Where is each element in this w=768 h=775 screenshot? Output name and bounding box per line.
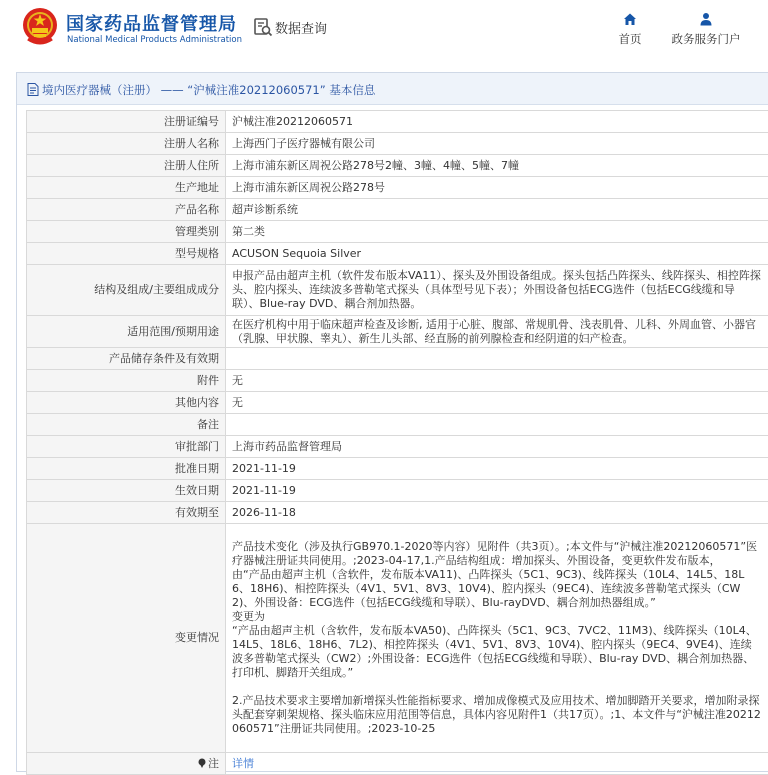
table-row — [27, 155, 768, 177]
registration-info-table — [26, 110, 768, 775]
field-label: 生效日期 — [27, 480, 226, 502]
table-row — [27, 458, 768, 480]
field-value: 上海市浦东新区周祝公路278号2幢、3幢、4幢、5幢、7幢 — [226, 155, 768, 177]
field-value: 产品技术变化（涉及执行GB970.1-2020等内容）见附件（共3页）。;本文件与“沪械注准20212060571”医疗器械注册证共同使用。;2023-04-17,1.产品结构组成：增加探头、外围设备，变更软件发布版本， 由“产品由超声主机（含软件，发布版本VA11)、凸阵探头（5C1、9C3)、线阵探头（10L4、14L5、18L6、18H6)、相控阵探头（4V1、5V1、8V3、10V4)、腔内探头（9EC4)、连续波多普勒笔式探头（CW2)、外围设备：ECG选件（包括ECG线缆和导联）、Blu-rayDVD、耦合剂加热器组成。” 变更为 “产品由超声主机（含软件，发布版本VA50)、凸阵探头（5C1、9C3、7VC2、11M3)、线阵探头（10L4、14L5、18L6、18H6、7L2)、相控阵探头（4V1、5V1、8V3、10V4)、腔内探头（9EC4、9VE4)、连续波多普勒笔式探头（CW2）;外围设备：ECG选件（包括ECG线缆和导联）、Blu-ray DVD、耦合剂加热器、打印机、脚踏开关组成。” 2.产品技术要求主要增加新增探头性能指标要求、增加成像模式及应用技术、增加脚踏开关要求，增加附录探头配套穿刺架规格、探头临床应用范围等信息，具体内容见附件1（共17页）。;1、本文件与“沪械注准20212060571”注册证共同使用。;2023-10-25 — [226, 524, 768, 753]
table-row — [27, 111, 768, 133]
field-value: 2026-11-18 — [226, 502, 768, 524]
field-value — [226, 348, 768, 370]
national-emblem-icon — [22, 7, 58, 45]
table-row — [27, 316, 768, 348]
field-value: 上海西门子医疗器械有限公司 — [226, 133, 768, 155]
field-value: 沪械注准20212060571 — [226, 111, 768, 133]
table-row — [27, 392, 768, 414]
detail-cell — [226, 753, 768, 775]
home-icon — [623, 12, 637, 26]
panel-header — [17, 73, 768, 105]
field-value: 上海市药品监督管理局 — [226, 436, 768, 458]
note-label-cell — [27, 753, 226, 775]
table-row — [27, 436, 768, 458]
field-label: 结构及组成/主要组成成分 — [27, 265, 226, 316]
field-value — [226, 414, 768, 436]
table-row — [27, 243, 768, 265]
field-label: 管理类别 — [27, 221, 226, 243]
brand-title: 国家药品监督管理局 — [66, 10, 237, 36]
table-row — [27, 753, 768, 775]
nav-home[interactable] — [612, 12, 648, 47]
field-label: 审批部门 — [27, 436, 226, 458]
field-label: 注册证编号 — [27, 111, 226, 133]
field-label: 其他内容 — [27, 392, 226, 414]
field-label: 变更情况 — [27, 524, 226, 753]
table-row — [27, 199, 768, 221]
field-value: 申报产品由超声主机（软件发布版本VA11）、探头及外围设备组成。探头包括凸阵探头、线阵探头、相控阵探头、腔内探头、连续波多普勒笔式探头（具体型号见下表）；外围设备包括ECG选件（包括ECG线缆和导联）、Blue-ray DVD、耦合剂加热器。 — [226, 265, 768, 316]
field-value: ACUSON Sequoia Silver — [226, 243, 768, 265]
nav-home-label: 首页 — [612, 31, 648, 47]
field-label: 注册人住所 — [27, 155, 226, 177]
table-row — [27, 370, 768, 392]
field-label: 附件 — [27, 370, 226, 392]
field-label: 适用范围/预期用途 — [27, 316, 226, 348]
user-icon — [699, 12, 713, 26]
data-query-icon — [253, 17, 273, 37]
field-value: 2021-11-19 — [226, 480, 768, 502]
site-header — [0, 0, 768, 62]
field-label: 产品储存条件及有效期 — [27, 348, 226, 370]
pin-icon — [197, 758, 207, 768]
detail-panel — [16, 72, 768, 772]
field-value: 无 — [226, 370, 768, 392]
field-value: 2021-11-19 — [226, 458, 768, 480]
data-query-label[interactable]: 数据查询 — [275, 18, 327, 37]
table-row — [27, 502, 768, 524]
field-value: 超声诊断系统 — [226, 199, 768, 221]
table-row — [27, 265, 768, 316]
table-row — [27, 221, 768, 243]
field-label: 生产地址 — [27, 177, 226, 199]
field-label: 型号规格 — [27, 243, 226, 265]
field-label: 有效期至 — [27, 502, 226, 524]
table-row — [27, 524, 768, 753]
brand-subtitle: National Medical Products Administration — [67, 35, 242, 45]
panel-title: 境内医疗器械（注册） —— “沪械注准20212060571” 基本信息 — [42, 82, 375, 98]
table-row — [27, 414, 768, 436]
table-row — [27, 480, 768, 502]
note-label: 注 — [208, 757, 219, 770]
field-label: 产品名称 — [27, 199, 226, 221]
field-label: 批准日期 — [27, 458, 226, 480]
document-icon — [27, 83, 39, 96]
nav-service-portal[interactable] — [664, 12, 748, 47]
nav-service-portal-label: 政务服务门户 — [664, 31, 748, 47]
table-row — [27, 133, 768, 155]
field-label: 备注 — [27, 414, 226, 436]
table-row — [27, 177, 768, 199]
field-value: 上海市浦东新区周祝公路278号 — [226, 177, 768, 199]
table-row — [27, 348, 768, 370]
detail-link[interactable]: 详情 — [232, 757, 254, 770]
field-value: 第二类 — [226, 221, 768, 243]
field-value: 在医疗机构中用于临床超声检查及诊断, 适用于心脏、腹部、常规肌骨、浅表肌骨、儿科、外周血管、小器官（乳腺、甲状腺、睾丸）、新生儿头部、经直肠的前列腺检查和经阴道的妇产检查。 — [226, 316, 768, 348]
field-value: 无 — [226, 392, 768, 414]
field-label: 注册人名称 — [27, 133, 226, 155]
